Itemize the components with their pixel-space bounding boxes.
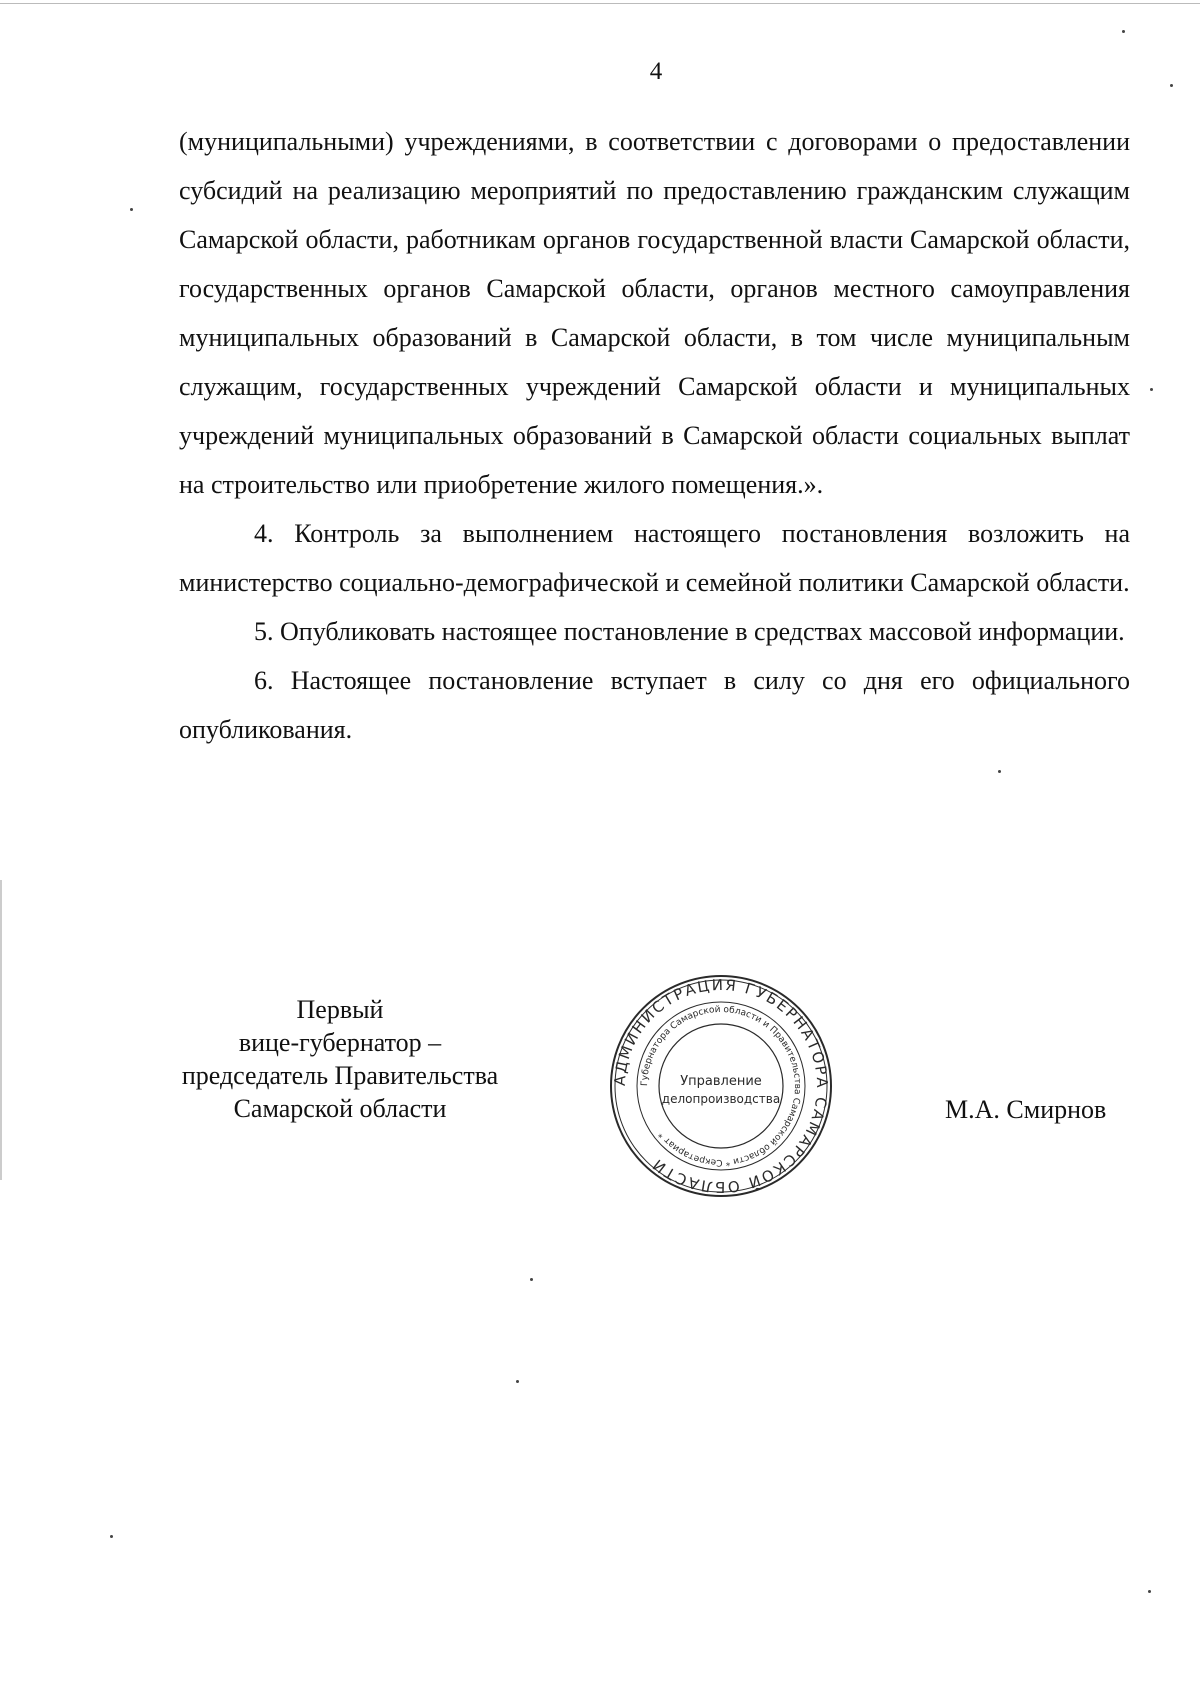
scan-speck — [110, 1535, 113, 1538]
signatory-title-line: Самарской области — [233, 1094, 447, 1123]
paragraph-continuation: (муниципальными) учреждениями, в соответствии с договорами о предоставлении субсидий на реализацию мероприятий по предоставлению гражданским служащим Самарской области, работникам органов государственной власти Самарской области, государственных органов Самарской области, органов местного самоуправления муниципальных образований в Самарской области, в том числе муниципальным служащим, государственных учреждений Самарской области и муниципальных учреждений муниципальных образований в Самарской области социальных выплат на строительство или приобретение жилого помещения.». — [179, 127, 1130, 499]
scan-speck — [1148, 1590, 1151, 1593]
seal-center-line-1: Управление — [680, 1074, 762, 1089]
page-number: 4 — [649, 58, 663, 85]
seal-center-line-2: делопроизводства — [661, 1092, 781, 1106]
paragraph-4: 4. Контроль за выполнением настоящего постановления возложить на министерство социально-демографической и семейной политики Самарской области. — [179, 519, 1130, 597]
svg-text:АДМИНИСТРАЦИЯ ГУБЕРНАТОРА САМА: АДМИНИСТРАЦИЯ ГУБЕРНАТОРА САМАРСКОЙ ОБЛАСТИ — [610, 975, 832, 1197]
signatory-title-line: председатель Правительства — [181, 1061, 499, 1090]
svg-text:Губернатора Самарской области: Губернатора Самарской области и Правительства Самарской области * Секретариат * — [639, 1004, 803, 1168]
paragraph-5: 5. Опубликовать настоящее постановление в средствах массовой информации. — [254, 617, 1125, 646]
scan-speck — [998, 770, 1001, 773]
scan-speck — [516, 1380, 519, 1383]
scan-speck — [1122, 30, 1125, 33]
signatory-title-line: Первый — [296, 995, 384, 1024]
official-seal-stamp — [608, 973, 834, 1199]
signatory-title — [150, 993, 530, 1125]
scan-speck — [530, 1278, 533, 1281]
signatory-name: М.А. Смирнов — [945, 1095, 1107, 1124]
signatory-title-line: вице-губернатор – — [238, 1028, 442, 1057]
scan-speck — [130, 208, 133, 211]
scan-left-edge — [0, 880, 2, 1180]
paragraph-6: 6. Настоящее постановление вступает в силу со дня его официального опубликования. — [179, 666, 1130, 744]
scan-speck — [1170, 84, 1173, 87]
document-body — [179, 117, 1130, 754]
scan-speck — [1150, 388, 1153, 391]
page-top-edge — [0, 0, 1200, 4]
